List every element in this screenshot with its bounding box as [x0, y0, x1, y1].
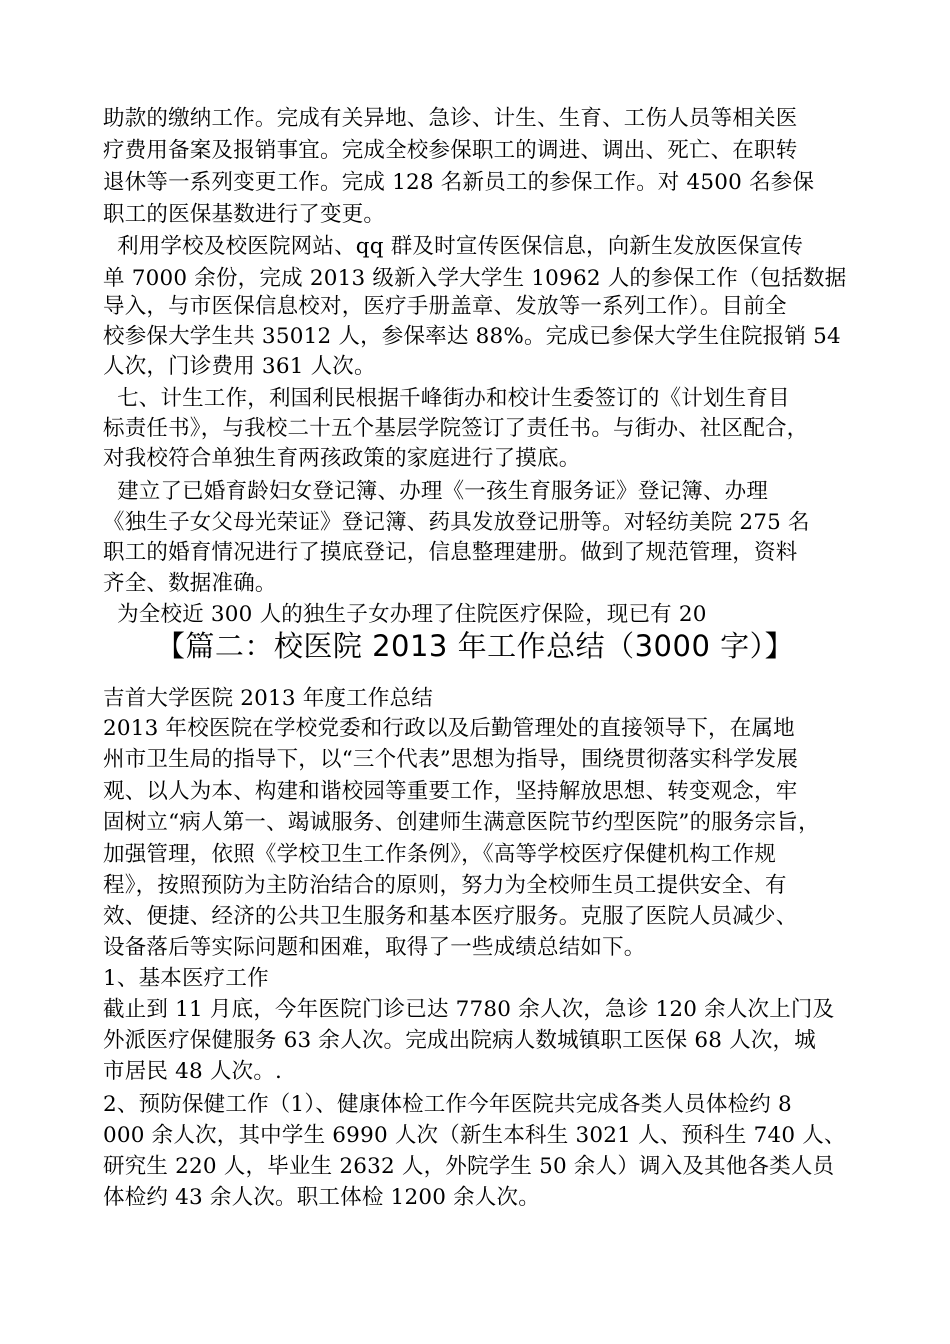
paragraph-line: 观、以人为本、构建和谐校园等重要工作，坚持解放思想、转变观念，牢 [103, 779, 798, 804]
paragraph-line: 州市卫生局的指导下，以“三个代表”思想为指导，围绕贯彻落实科学发展 [103, 747, 799, 772]
paragraph-line: 标责任书》，与我校二十五个基层学院签订了责任书。与街办、社区配合， [103, 416, 809, 441]
paragraph-line: 职工的婚育情况进行了摸底登记，信息整理建册。做到了规范管理，资料 [103, 540, 798, 565]
paragraph-line: 单 7000 余份，完成 2013 级新入学大学生 10962 人的参保工作（包括数据 [103, 266, 847, 291]
paragraph-line: 退休等一系列变更工作。完成 128 名新员工的参保工作。对 4500 名参保 [103, 170, 815, 195]
subsection-heading: 1、基本医疗工作 [103, 966, 269, 991]
paragraph-line: 外派医疗保健服务 63 余人次。完成出院病人数城镇职工医保 68 人次，城 [103, 1028, 816, 1053]
paragraph-line: 导入，与市医保信息校对，医疗手册盖章、发放等一系列工作）。目前全 [103, 294, 787, 319]
section-heading: 【篇二：校医院 2013 年工作总结（3000 字）】 [155, 629, 795, 663]
paragraph-line: 人次，门诊费用 361 人次。 [103, 354, 376, 379]
paragraph-line: 对我校符合单独生育两孩政策的家庭进行了摸底。 [103, 446, 581, 471]
paragraph-line: 体检约 43 余人次。职工体检 1200 余人次。 [103, 1185, 540, 1210]
paragraph-line: 为全校近 300 人的独生子女办理了住院医疗保险，现已有 20 [103, 602, 707, 627]
paragraph-line: 研究生 220 人，毕业生 2632 人，外院学生 50 余人）调入及其他各类人员 [103, 1154, 835, 1179]
paragraph-line: 疗费用备案及报销事宜。完成全校参保职工的调进、调出、死亡、在职转 [103, 138, 798, 163]
paragraph-line: 2013 年校医院在学校党委和行政以及后勤管理处的直接领导下，在属地 [103, 716, 795, 741]
paragraph-line: 程》，按照预防为主防治结合的原则，努力为全校师生员工提供安全、有 [103, 873, 787, 898]
paragraph-line: 建立了已婚育龄妇女登记簿、办理《一孩生育服务证》登记簿、办理 [103, 479, 769, 504]
paragraph-line: 000 余人次，其中学生 6990 人次（新生本科生 3021 人、预科生 740 人、 [103, 1123, 846, 1148]
paragraph-line: 截止到 11 月底，今年医院门诊已达 7780 余人次，急诊 120 余人次上门及 [103, 997, 835, 1022]
subsection-heading: 2、预防保健工作（1）、健康体检工作今年医院共完成各类人员体检约 8 [103, 1092, 792, 1117]
paragraph-line: 加强管理，依照《学校卫生工作条例》，《高等学校医疗保健机构工作规 [103, 842, 776, 867]
paragraph-line: 设备落后等实际问题和困难，取得了一些成绩总结如下。 [103, 935, 646, 960]
report-title: 吉首大学医院 2013 年度工作总结 [103, 686, 433, 711]
paragraph-line: 《独生子女父母光荣证》登记簿、药具发放登记册等。对轻纺美院 275 名 [103, 510, 810, 535]
paragraph-line: 利用学校及校医院网站、qq 群及时宣传医保信息，向新生发放医保宣传 [103, 234, 804, 259]
paragraph-line: 固树立“病人第一、竭诚服务、创建师生满意医院节约型医院”的服务宗旨， [103, 810, 820, 835]
paragraph-line: 校参保大学生共 35012 人，参保率达 88%。完成已参保大学生住院报销 54 [103, 324, 841, 349]
paragraph-line: 市居民 48 人次。. [103, 1059, 283, 1084]
paragraph-line: 职工的医保基数进行了变更。 [103, 202, 386, 227]
paragraph-line: 齐全、数据准确。 [103, 571, 277, 596]
paragraph-line: 助款的缴纳工作。完成有关异地、急诊、计生、生育、工伤人员等相关医 [103, 106, 798, 131]
paragraph-line: 七、计生工作，利国利民根据千峰街办和校计生委签订的《计划生育目 [103, 386, 790, 411]
paragraph-line: 效、便捷、经济的公共卫生服务和基本医疗服务。克服了医院人员减少、 [103, 904, 798, 929]
